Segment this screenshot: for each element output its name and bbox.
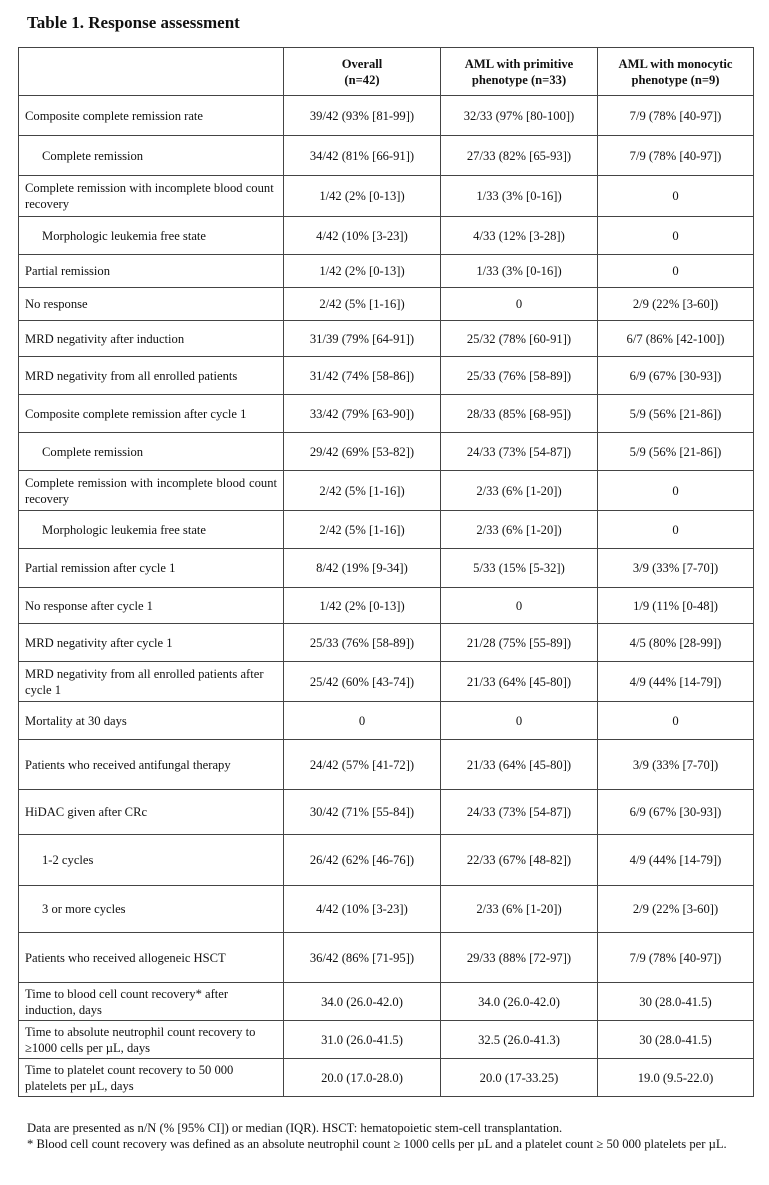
cell-primitive: 28/33 (85% [68-95]) (441, 395, 598, 433)
cell-overall: 34/42 (81% [66-91]) (284, 136, 441, 176)
row-label: Morphologic leukemia free state (19, 511, 284, 549)
cell-monocytic: 6/7 (86% [42-100]) (598, 321, 754, 357)
cell-overall: 26/42 (62% [46-76]) (284, 835, 441, 886)
response-table (18, 47, 754, 1097)
table-row (19, 471, 754, 511)
cell-primitive: 32/33 (97% [80-100]) (441, 96, 598, 136)
cell-monocytic: 0 (598, 217, 754, 255)
cell-overall: 31/42 (74% [58-86]) (284, 357, 441, 395)
row-label: MRD negativity from all enrolled patients (19, 357, 284, 395)
cell-monocytic: 7/9 (78% [40-97]) (598, 96, 754, 136)
cell-overall: 36/42 (86% [71-95]) (284, 933, 441, 983)
cell-primitive: 0 (441, 288, 598, 321)
row-label: Time to platelet count recovery to 50 000 platelets per µL, days (19, 1059, 284, 1097)
row-label: No response (19, 288, 284, 321)
cell-primitive: 5/33 (15% [5-32]) (441, 549, 598, 588)
table-row (19, 255, 754, 288)
table-row (19, 886, 754, 933)
cell-monocytic: 3/9 (33% [7-70]) (598, 740, 754, 790)
table-row (19, 835, 754, 886)
table-row (19, 433, 754, 471)
table-row (19, 1021, 754, 1059)
row-label: Patients who received antifungal therapy (19, 740, 284, 790)
row-label: Morphologic leukemia free state (19, 217, 284, 255)
table-row (19, 395, 754, 433)
cell-primitive: 27/33 (82% [65-93]) (441, 136, 598, 176)
table-row (19, 511, 754, 549)
table-row (19, 288, 754, 321)
cell-overall: 2/42 (5% [1-16]) (284, 288, 441, 321)
cell-monocytic: 6/9 (67% [30-93]) (598, 357, 754, 395)
table-row (19, 588, 754, 624)
cell-overall: 29/42 (69% [53-82]) (284, 433, 441, 471)
cell-primitive: 21/33 (64% [45-80]) (441, 662, 598, 702)
cell-monocytic: 3/9 (33% [7-70]) (598, 549, 754, 588)
cell-primitive: 22/33 (67% [48-82]) (441, 835, 598, 886)
row-label: 1-2 cycles (19, 835, 284, 886)
table-row (19, 321, 754, 357)
cell-overall: 0 (284, 702, 441, 740)
table-row (19, 740, 754, 790)
header-cell-monocytic: AML with monocytic phenotype (n=9) (598, 48, 754, 96)
cell-overall: 8/42 (19% [9-34]) (284, 549, 441, 588)
table-row (19, 549, 754, 588)
cell-overall: 30/42 (71% [55-84]) (284, 790, 441, 835)
row-label: Complete remission with incomplete blood count recovery (19, 176, 284, 217)
cell-primitive: 25/32 (78% [60-91]) (441, 321, 598, 357)
cell-overall: 34.0 (26.0-42.0) (284, 983, 441, 1021)
row-label: Complete remission (19, 433, 284, 471)
table-row (19, 983, 754, 1021)
cell-monocytic: 30 (28.0-41.5) (598, 1021, 754, 1059)
footnote-definition: * Blood cell count recovery was defined as an absolute neutrophil count ≥ 1000 cells per µL and a platelet count ≥ 50 000 platelets per µL. (27, 1136, 727, 1151)
cell-monocytic: 0 (598, 702, 754, 740)
cell-monocytic: 0 (598, 255, 754, 288)
header-cell-overall: Overall (n=42) (284, 48, 441, 96)
row-label: Patients who received allogeneic HSCT (19, 933, 284, 983)
table-row (19, 357, 754, 395)
cell-primitive: 25/33 (76% [58-89]) (441, 357, 598, 395)
cell-monocytic: 4/9 (44% [14-79]) (598, 835, 754, 886)
cell-overall: 31/39 (79% [64-91]) (284, 321, 441, 357)
cell-overall: 25/42 (60% [43-74]) (284, 662, 441, 702)
table-row (19, 624, 754, 662)
cell-overall: 33/42 (79% [63-90]) (284, 395, 441, 433)
row-label: Composite complete remission after cycle 1 (19, 395, 284, 433)
cell-overall: 20.0 (17.0-28.0) (284, 1059, 441, 1097)
row-label: Mortality at 30 days (19, 702, 284, 740)
footnote-abbreviations: Data are presented as n/N (% [95% CI]) or median (IQR). HSCT: hematopoietic stem-cell transplantation. (27, 1121, 563, 1135)
cell-overall: 31.0 (26.0-41.5) (284, 1021, 441, 1059)
cell-monocytic: 19.0 (9.5-22.0) (598, 1059, 754, 1097)
cell-primitive: 24/33 (73% [54-87]) (441, 433, 598, 471)
row-label: MRD negativity after cycle 1 (19, 624, 284, 662)
cell-overall: 1/42 (2% [0-13]) (284, 176, 441, 217)
table-row (19, 702, 754, 740)
row-label: Complete remission (19, 136, 284, 176)
cell-primitive: 21/33 (64% [45-80]) (441, 740, 598, 790)
cell-monocytic: 7/9 (78% [40-97]) (598, 933, 754, 983)
cell-overall: 4/42 (10% [3-23]) (284, 217, 441, 255)
table-title: Table 1. Response assessment (27, 13, 240, 32)
cell-overall: 2/42 (5% [1-16]) (284, 511, 441, 549)
cell-overall: 1/42 (2% [0-13]) (284, 588, 441, 624)
cell-primitive: 1/33 (3% [0-16]) (441, 255, 598, 288)
header-row (19, 48, 754, 96)
table-row (19, 96, 754, 136)
table-row (19, 1059, 754, 1097)
cell-monocytic: 0 (598, 176, 754, 217)
row-label: Partial remission after cycle 1 (19, 549, 284, 588)
header-cell-label (19, 48, 284, 96)
row-label: 3 or more cycles (19, 886, 284, 933)
row-label: No response after cycle 1 (19, 588, 284, 624)
table-row (19, 217, 754, 255)
cell-primitive: 2/33 (6% [1-20]) (441, 511, 598, 549)
cell-overall: 39/42 (93% [81-99]) (284, 96, 441, 136)
table-row (19, 790, 754, 835)
table-row (19, 662, 754, 702)
table-body (19, 96, 754, 1097)
cell-primitive: 2/33 (6% [1-20]) (441, 471, 598, 511)
cell-monocytic: 0 (598, 471, 754, 511)
cell-monocytic: 6/9 (67% [30-93]) (598, 790, 754, 835)
row-label: Time to absolute neutrophil count recovery to ≥1000 cells per µL, days (19, 1021, 284, 1059)
cell-primitive: 0 (441, 588, 598, 624)
row-label: Time to blood cell count recovery* after induction, days (19, 983, 284, 1021)
cell-monocytic: 7/9 (78% [40-97]) (598, 136, 754, 176)
cell-primitive: 29/33 (88% [72-97]) (441, 933, 598, 983)
cell-primitive: 20.0 (17-33.25) (441, 1059, 598, 1097)
cell-monocytic: 0 (598, 511, 754, 549)
cell-overall: 1/42 (2% [0-13]) (284, 255, 441, 288)
table-row (19, 933, 754, 983)
cell-primitive: 24/33 (73% [54-87]) (441, 790, 598, 835)
table-row (19, 176, 754, 217)
row-label: MRD negativity from all enrolled patients after cycle 1 (19, 662, 284, 702)
header-cell-primitive: AML with primitive phenotype (n=33) (441, 48, 598, 96)
cell-monocytic: 4/9 (44% [14-79]) (598, 662, 754, 702)
cell-monocytic: 4/5 (80% [28-99]) (598, 624, 754, 662)
row-label: HiDAC given after CRc (19, 790, 284, 835)
row-label: Partial remission (19, 255, 284, 288)
cell-monocytic: 30 (28.0-41.5) (598, 983, 754, 1021)
cell-primitive: 2/33 (6% [1-20]) (441, 886, 598, 933)
cell-monocytic: 2/9 (22% [3-60]) (598, 288, 754, 321)
cell-monocytic: 2/9 (22% [3-60]) (598, 886, 754, 933)
cell-monocytic: 1/9 (11% [0-48]) (598, 588, 754, 624)
cell-monocytic: 5/9 (56% [21-86]) (598, 395, 754, 433)
cell-primitive: 21/28 (75% [55-89]) (441, 624, 598, 662)
table-row (19, 136, 754, 176)
cell-primitive: 32.5 (26.0-41.3) (441, 1021, 598, 1059)
row-label: MRD negativity after induction (19, 321, 284, 357)
cell-primitive: 34.0 (26.0-42.0) (441, 983, 598, 1021)
cell-overall: 2/42 (5% [1-16]) (284, 471, 441, 511)
cell-overall: 25/33 (76% [58-89]) (284, 624, 441, 662)
cell-primitive: 4/33 (12% [3-28]) (441, 217, 598, 255)
cell-overall: 24/42 (57% [41-72]) (284, 740, 441, 790)
cell-overall: 4/42 (10% [3-23]) (284, 886, 441, 933)
row-label: Complete remission with incomplete blood count recovery (19, 471, 284, 511)
footnotes (27, 1121, 747, 1152)
cell-primitive: 0 (441, 702, 598, 740)
cell-primitive: 1/33 (3% [0-16]) (441, 176, 598, 217)
cell-monocytic: 5/9 (56% [21-86]) (598, 433, 754, 471)
row-label: Composite complete remission rate (19, 96, 284, 136)
